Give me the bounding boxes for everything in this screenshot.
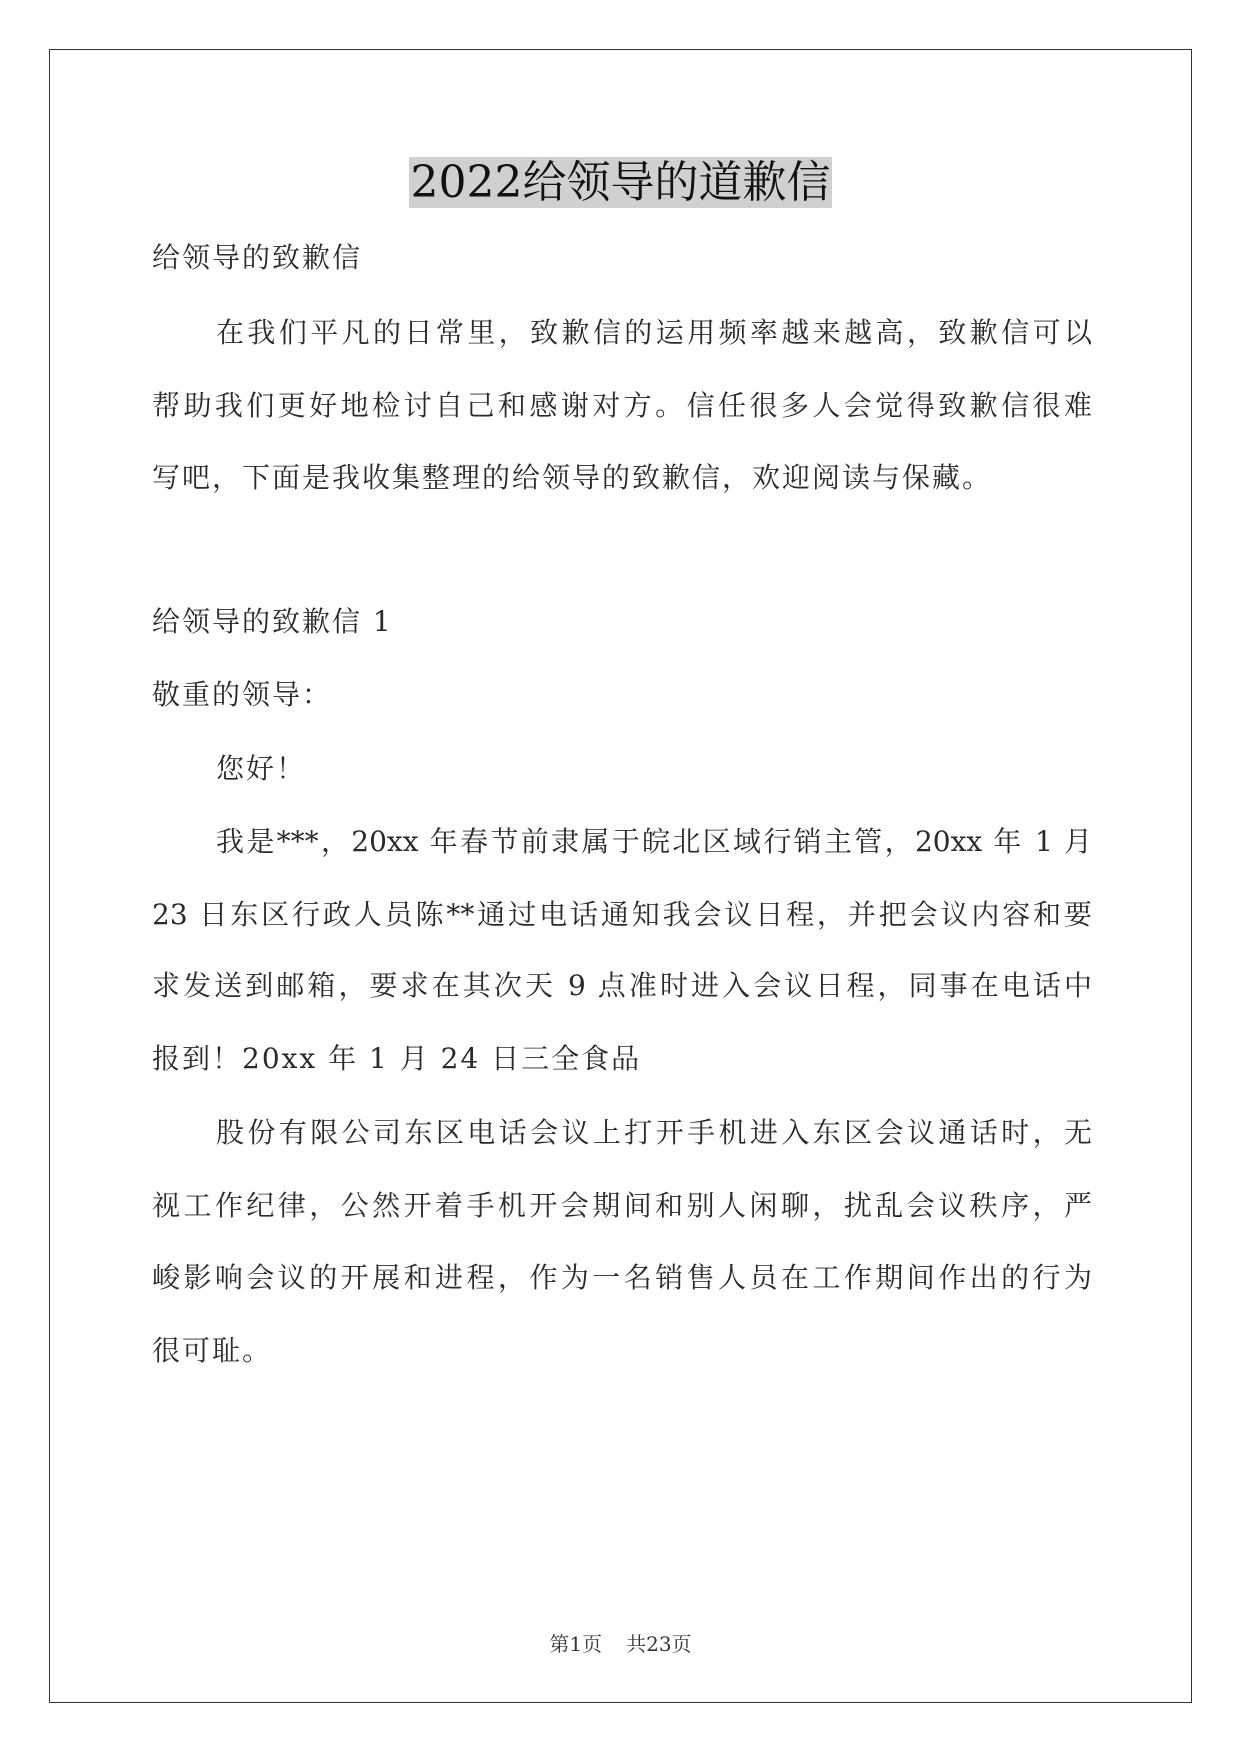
section-heading: 给领导的致歉信 1 bbox=[152, 605, 393, 638]
salutation: 敬重的领导： bbox=[152, 678, 333, 711]
page-total: 共23页 bbox=[626, 1632, 692, 1656]
para1-line-4: 报到！20xx 年 1 月 24 日三全食品 bbox=[152, 1042, 642, 1075]
intro-heading: 给领导的致歉信 bbox=[152, 241, 363, 274]
para2-line-3: 峻影响会议的开展和进程，作为一名销售人员在工作期间作出的行为 bbox=[152, 1261, 1092, 1294]
document-title: 2022给领导的道歉信 bbox=[410, 157, 831, 208]
para1-line-1: 我是***，20xx 年春节前隶属于皖北区域行销主管，20xx 年 1 月 bbox=[216, 825, 1092, 858]
intro-line-2: 帮助我们更好地检讨自己和感谢对方。信任很多人会觉得致歉信很难 bbox=[152, 389, 1092, 422]
para2-line-2: 视工作纪律，公然开着手机开会期间和别人闲聊，扰乱会议秩序，严 bbox=[152, 1189, 1092, 1222]
para2-line-4: 很可耻。 bbox=[152, 1334, 273, 1367]
para2-line-1: 股份有限公司东区电话会议上打开手机进入东区会议通话时，无 bbox=[216, 1116, 1092, 1149]
para1-line-2: 23 日东区行政人员陈**通过电话通知我会议日程，并把会议内容和要 bbox=[152, 898, 1092, 931]
para1-line-3: 求发送到邮箱，要求在其次天 9 点准时进入会议日程，同事在电话中 bbox=[152, 969, 1092, 1002]
intro-line-3: 写吧，下面是我收集整理的给领导的致歉信，欢迎阅读与保藏。 bbox=[152, 461, 993, 494]
page-footer bbox=[0, 1630, 1241, 1658]
page-number: 第1页 bbox=[549, 1632, 603, 1656]
greeting: 您好！ bbox=[216, 752, 307, 785]
intro-line-1: 在我们平凡的日常里，致歉信的运用频率越来越高，致歉信可以 bbox=[216, 316, 1092, 349]
page-border bbox=[49, 49, 1192, 1703]
